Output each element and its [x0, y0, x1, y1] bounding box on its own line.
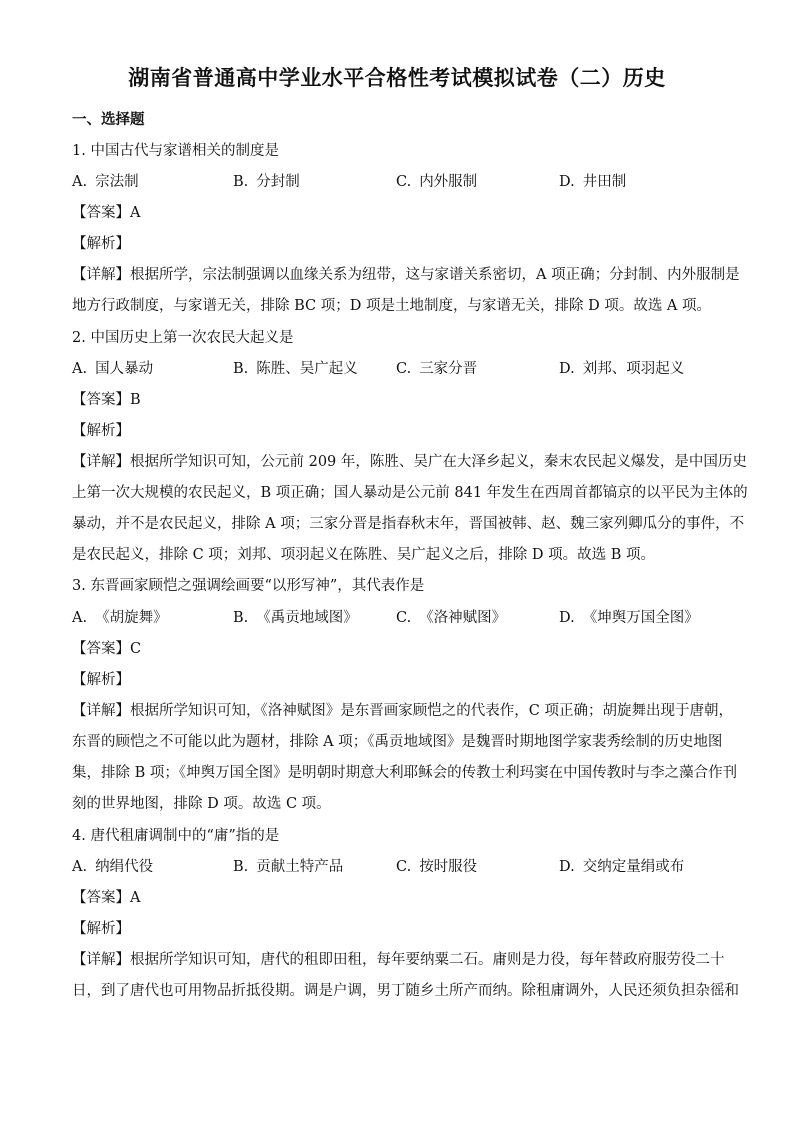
- question-stem: 1. 中国古代与家谱相关的制度是: [72, 143, 279, 159]
- detail-line: 【详解】根据所学知识可知，《洛神赋图》是东晋画家顾恺之的代表作，C 项正确；胡旋舞出现于唐朝，: [72, 703, 733, 719]
- question-stem: 3. 东晋画家顾恺之强调绘画要“以形写神”，其代表作是: [72, 578, 425, 594]
- detail-line: 上第一次大规模的农民起义，B 项正确；国人暴动是公元前 841 年发生在西周首都镐京的以平民为主体的: [72, 485, 748, 501]
- analysis-label: 【解析】: [72, 672, 130, 688]
- option-d: D. 刘邦、项羽起义: [559, 361, 685, 377]
- option-c: C. 《洛神赋图》: [396, 610, 507, 626]
- analysis-label: 【解析】: [72, 236, 130, 252]
- answer-label: 【答案】A: [72, 890, 141, 906]
- option-a: A. 《胡旋舞》: [72, 610, 168, 626]
- option-b: B. 《禹贡地域图》: [233, 610, 358, 626]
- option-d: D. 井田制: [559, 174, 627, 190]
- analysis-label: 【解析】: [72, 921, 130, 937]
- section-heading: 一、选择题: [72, 112, 145, 128]
- detail-line: 是农民起义，排除 C 项；刘邦、项羽起义在陈胜、吴广起义之后，排除 D 项。故选 B 项。: [72, 547, 656, 563]
- detail-line: 【详解】根据所学知识可知，公元前 209 年，陈胜、吴广在大泽乡起义，秦末农民起义爆发，是中国历史: [72, 454, 747, 470]
- detail-line: 东晋的顾恺之不可能以此为题材，排除 A 项；《禹贡地域图》是魏晋时期地图学家裴秀绘制的历史地图: [72, 734, 723, 750]
- option-d: D. 《坤舆万国全图》: [559, 610, 699, 626]
- detail-line: 地方行政制度，与家谱无关，排除 BC 项；D 项是土地制度，与家谱无关，排除 D 项。故选 A 项。: [72, 298, 712, 314]
- option-b: B. 陈胜、吴广起义: [233, 361, 358, 377]
- option-a: A. 国人暴动: [72, 361, 154, 377]
- option-a: A. 纳绢代役: [72, 859, 154, 875]
- answer-label: 【答案】A: [72, 205, 141, 221]
- answer-label: 【答案】C: [72, 641, 142, 657]
- detail-line: 集，排除 B 项；《坤舆万国全图》是明朝时期意大利耶稣会的传教士利玛窦在中国传教时与李之藻合作刊: [72, 765, 738, 781]
- detail-line: 刻的世界地图，排除 D 项。故选 C 项。: [72, 796, 331, 812]
- detail-line: 日，到了唐代也可用物品折抵役期。调是户调，男丁随乡土所产而纳。除租庸调外，人民还须负担杂徭和: [72, 983, 739, 999]
- page-title: 湖南省普通高中学业水平合格性考试模拟试卷（二）历史: [128, 66, 666, 90]
- question-stem: 2. 中国历史上第一次农民大起义是: [72, 330, 294, 346]
- option-c: C. 按时服役: [396, 859, 478, 875]
- option-a: A. 宗法制: [72, 174, 139, 190]
- option-b: B. 贡献土特产品: [233, 859, 344, 875]
- option-c: C. 三家分晋: [396, 361, 478, 377]
- question-stem: 4. 唐代租庸调制中的“庸”指的是: [72, 828, 280, 844]
- answer-label: 【答案】B: [72, 392, 141, 408]
- option-c: C. 内外服制: [396, 174, 478, 190]
- option-d: D. 交纳定量绢或布: [559, 859, 685, 875]
- option-b: B. 分封制: [233, 174, 300, 190]
- analysis-label: 【解析】: [72, 423, 130, 439]
- detail-line: 【详解】根据所学，宗法制强调以血缘关系为纽带，这与家谱关系密切，A 项正确；分封制、内外服制是: [72, 267, 740, 283]
- detail-line: 【详解】根据所学知识可知，唐代的租即田租，每年要纳粟二石。庸则是力役，每年替政府服劳役二十: [72, 952, 725, 968]
- detail-line: 暴动，并不是农民起义，排除 A 项；三家分晋是指春秋末年，晋国被韩、赵、魏三家列卿瓜分的事件，不: [72, 516, 745, 532]
